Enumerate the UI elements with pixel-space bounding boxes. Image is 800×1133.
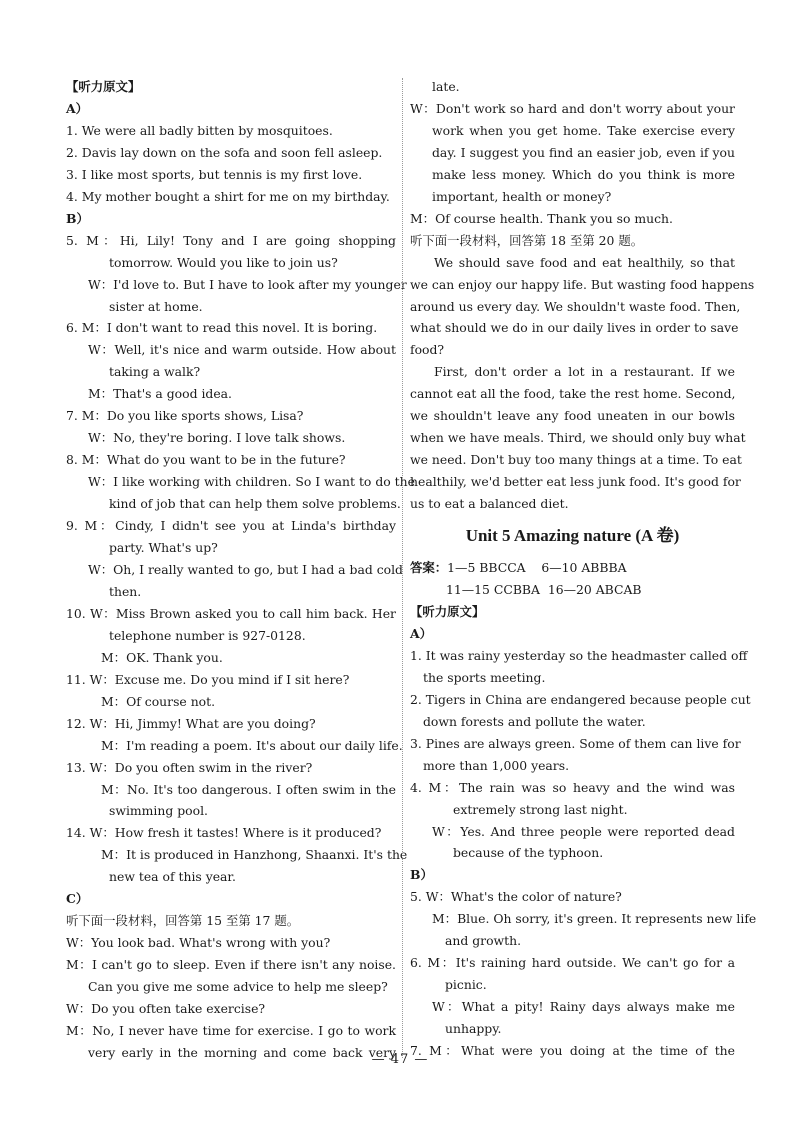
text-line: M：I can't go to sleep. Even if there isn't any noise. [66,957,396,973]
text-line: M：No. It's too dangerous. I often swim in the [101,781,396,797]
text-line: 14. W：How fresh it tastes! Where is it produced? [66,825,382,841]
text-line: First, don't order a lot in a restaurant. If we [434,364,735,380]
text-line: make less money. Which do you think is more [432,166,735,182]
text-line: because of the typhoon. [453,845,604,861]
answers-line-2: 11—15 CCBBA 16—20 ABCAB [446,582,642,598]
text-line: W：What a pity! Rainy days always make me [432,999,735,1015]
text-line: picnic. [445,977,487,993]
text-line: we need. Don't buy too many things at a time. To eat [410,452,742,468]
text-line: 4. M：The rain was so heavy and the wind was [410,779,735,795]
text-line: extremely strong last night. [453,801,628,817]
text-line: we shouldn't leave any food uneaten in our bowls [410,408,735,424]
text-line: We should save food and eat healthily, so that [434,254,735,270]
text-line: 12. W：Hi, Jimmy! What are you doing? [66,715,316,731]
text-line: 6. M：I don't want to read this novel. It is boring. [66,320,378,336]
text-line: around us every day. We shouldn't waste food. Then, [410,298,741,314]
text-line: 8. M：What do you want to be in the future? [66,452,346,468]
text-line: the sports meeting. [423,669,546,685]
text-line: cannot eat all the food, take the rest home. Second, [410,386,736,402]
text-line: Can you give me some advice to help me sleep? [88,979,388,995]
text-line: W：Don't work so hard and don't worry about your [410,100,735,116]
text-line: 2. Tigers in China are endangered because people cut [410,691,751,707]
text-line: 3. Pines are always green. Some of them can live for [410,735,741,751]
text-line: 【听力原文】 [66,79,141,94]
text-line: more than 1,000 years. [423,757,570,773]
unit-title: Unit 5 Amazing nature (A 卷) [465,526,680,546]
text-line: B） [66,210,89,226]
text-line: B） [410,867,433,883]
text-line: 6. M：It's raining hard outside. We can't go for a [410,955,735,971]
text-line: when we have meals. Third, we should only buy what [410,430,746,446]
text-line: and growth. [445,933,522,949]
text-line: 7. M：What were you doing at the time of the [410,1043,735,1059]
text-line: M：OK. Thank you. [101,649,223,665]
text-line: us to eat a balanced diet. [410,496,569,512]
text-line: A） [66,100,89,116]
text-line: 10. W：Miss Brown asked you to call him back. Her [66,605,396,621]
text-line: we can enjoy our happy life. But wasting food happens [410,276,755,292]
text-line: swimming pool. [109,803,208,819]
text-line: 13. W：Do you often swim in the river? [66,759,313,775]
text-line: 5. W：What's the color of nature? [410,889,622,905]
text-line: new tea of this year. [109,869,236,885]
text-line: W：Well, it's nice and warm outside. How about [88,342,396,358]
text-line: 1. It was rainy yesterday so the headmaster called off [410,647,748,663]
right-bottom-text [410,601,757,1062]
text-line: tomorrow. Would you like to join us? [109,254,338,270]
text-line: 5. M：Hi, Lily! Tony and I are going shopping [66,232,396,248]
text-line: work when you get home. Take exercise every [432,122,735,138]
text-line: W：I'd love to. But I have to look after my younger [88,276,407,292]
column-divider [402,78,403,1058]
text-line: W：I like working with children. So I want to do the [88,474,415,490]
text-line: M：Blue. Oh sorry, it's green. It represents new life [432,911,757,927]
text-line: unhappy. [445,1021,502,1037]
text-line: C） [66,891,89,907]
text-line: 听下面一段材料，回答第 15 至第 17 题。 [66,913,300,929]
text-line: taking a walk? [109,364,201,380]
text-line: 3. I like most sports, but tennis is my first love. [66,166,363,182]
text-line: food? [410,342,445,358]
text-line: 7. M：Do you like sports shows, Lisa? [66,408,304,424]
text-line: then. [109,583,142,599]
text-line: healthily, we'd better eat less junk food. It's good for [410,474,741,490]
text-line: party. What's up? [109,540,218,556]
answer-key-line-2 [410,579,735,601]
page-number: — 47 — [371,1052,429,1067]
text-line: 2. Davis lay down on the sofa and soon fell asleep. [66,144,383,160]
text-line: W：You look bad. What's wrong with you? [66,935,331,951]
text-line: 9. M：Cindy, I didn't see you at Linda's birthday [66,518,396,534]
text-line: M：Of course not. [101,693,216,709]
text-line: what should we do in our daily lives in order to save [410,320,739,336]
text-line: M：That's a good idea. [88,386,232,402]
text-line: 【听力原文】 [410,603,485,619]
answers-label: 答案： [410,560,448,576]
text-line: 4. My mother bought a shirt for me on my birthday. [66,188,390,204]
text-line: very early in the morning and come back very [88,1044,396,1060]
text-line: A） [410,625,433,641]
text-line: W：Do you often take exercise? [66,1001,266,1017]
text-line: W：Oh, I really wanted to go, but I had a bad cold [88,561,403,577]
text-line: down forests and pollute the water. [423,713,646,729]
text-line: sister at home. [109,298,203,314]
text-line: 听下面一段材料，回答第 18 至第 20 题。 [410,232,644,248]
right-top-text [410,76,755,515]
text-line: day. I suggest you find an easier job, even if you [432,144,735,160]
text-line: kind of job that can help them solve problems. [109,496,401,512]
text-line: telephone number is 927-0128. [109,627,306,643]
text-line: 11. W：Excuse me. Do you mind if I sit here? [66,671,350,687]
text-line: W：No, they're boring. I love talk shows. [88,430,346,446]
answer-key-line-1 [410,557,735,579]
text-line: M：It is produced in Hanzhong, Shaanxi. It's the [101,847,408,863]
answers-line-1: 1—5 BBCCA 6—10 ABBBA [447,560,627,576]
text-line: M：I'm reading a poem. It's about our daily life. [101,737,403,753]
text-line: M：No, I never have time for exercise. I go to work [66,1022,396,1038]
text-line: 1. We were all badly bitten by mosquitoes. [66,122,333,138]
text-line: late. [432,79,460,94]
right-column [410,76,757,1133]
text-line: M：Of course health. Thank you so much. [410,210,673,226]
text-line: W：Yes. And three people were reported dead [432,823,735,839]
text-line: important, health or money? [432,188,612,204]
